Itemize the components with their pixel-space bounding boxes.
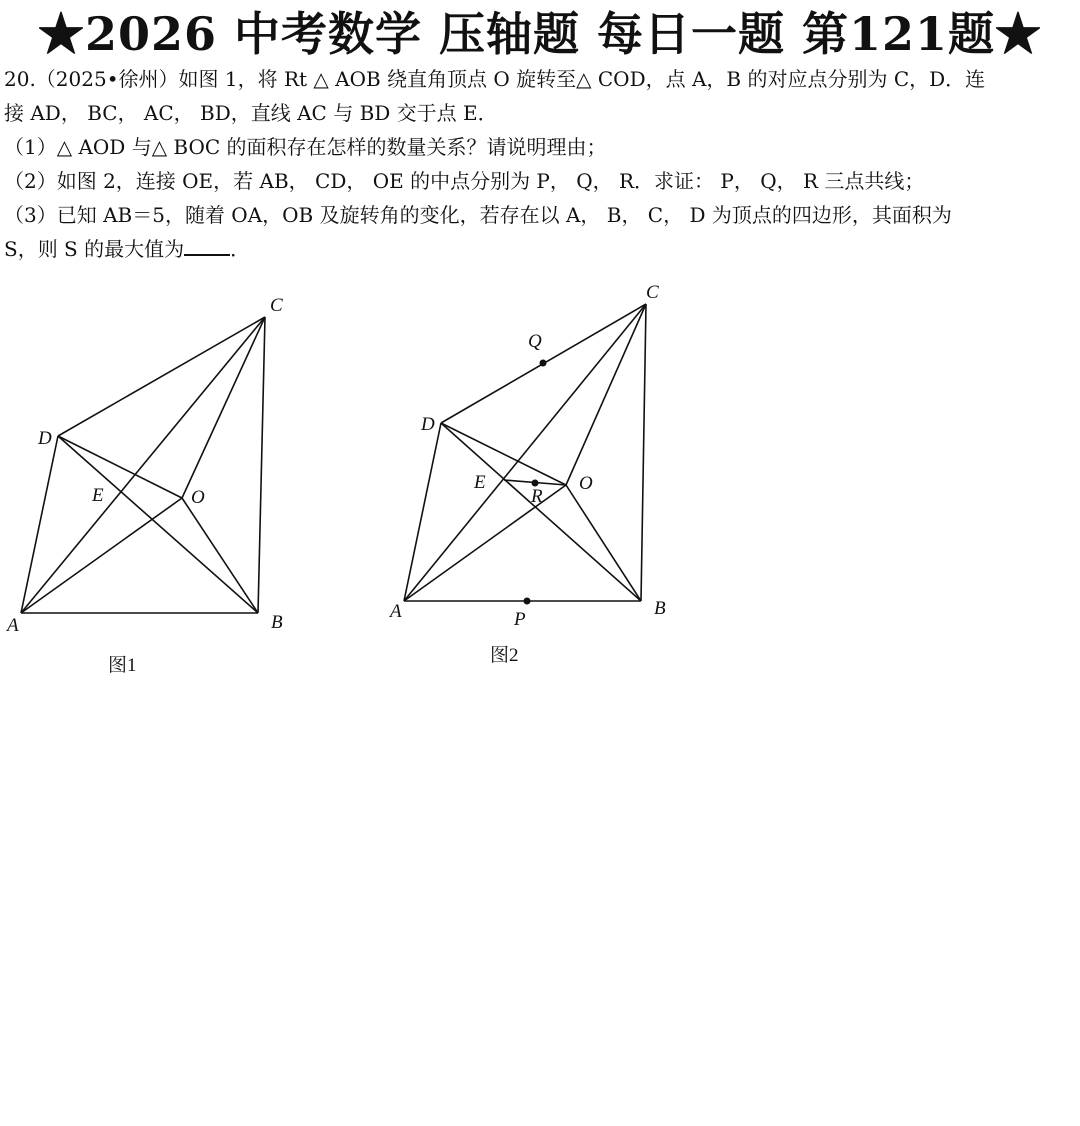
point-Q (540, 360, 547, 367)
label-C: C (270, 295, 283, 316)
label-B: B (654, 598, 666, 619)
label-P: P (514, 609, 526, 630)
problem-line-6-end: ． (230, 237, 251, 261)
segment-AD (404, 423, 441, 601)
problem-line-6-text: S，则 S 的最大值为 (4, 237, 185, 261)
label-E: E (474, 472, 486, 493)
segment-OC (566, 304, 646, 485)
segment-OD (58, 436, 182, 498)
figure-2-caption: 图2 (490, 645, 519, 666)
label-D: D (38, 428, 52, 449)
label-O: O (191, 487, 205, 508)
problem-text (4, 62, 1076, 266)
label-B: B (271, 612, 283, 633)
segment-AD (21, 436, 58, 613)
problem-line-2: 接 AD， BC， AC， BD，直线 AC 与 BD 交于点 E． (4, 101, 498, 125)
figure-2-segments (404, 304, 646, 601)
segment-AC (404, 304, 646, 601)
problem-line-5: （3）已知 AB＝5，随着 OA，OB 及旋转角的变化，若存在以 A， B， C， D 为顶点的四边形，其面积为 (4, 203, 952, 227)
segment-DC (58, 317, 265, 436)
segment-OD (441, 423, 566, 485)
figure-1-caption: 图1 (108, 655, 137, 676)
label-Q: Q (528, 331, 542, 352)
label-A: A (390, 601, 402, 622)
segment-OC (182, 317, 265, 498)
problem-line-3: （1）△ AOD 与△ BOC 的面积存在怎样的数量关系？请说明理由； (4, 135, 607, 159)
segment-CB (258, 317, 265, 613)
label-D: D (421, 414, 435, 435)
figure-2 (380, 275, 700, 675)
page-title: ★2026 中考数学 压轴题 每日一题 第121题★ (37, 7, 1043, 61)
label-R: R (531, 486, 543, 507)
problem-line-6 (4, 232, 1076, 266)
problem-line-1: 20.（2025•徐州）如图 1，将 Rt △ AOB 绕直角顶点 O 旋转至△ COD，点 A，B 的对应点分别为 C，D．连 (4, 67, 986, 91)
segment-OB (566, 485, 641, 601)
figure-1 (0, 285, 330, 685)
segment-BD (441, 423, 641, 601)
label-O: O (579, 473, 593, 494)
label-A: A (7, 615, 19, 636)
label-E: E (92, 485, 104, 506)
label-C: C (646, 282, 659, 303)
point-P (524, 598, 531, 605)
segment-CB (641, 304, 646, 601)
figure-1-segments (21, 317, 265, 613)
answer-blank (184, 236, 230, 256)
problem-line-4: （2）如图 2，连接 OE，若 AB， CD， OE 的中点分别为 P， Q， R．求证： P， Q， R 三点共线； (4, 169, 925, 193)
segment-BD (58, 436, 258, 613)
